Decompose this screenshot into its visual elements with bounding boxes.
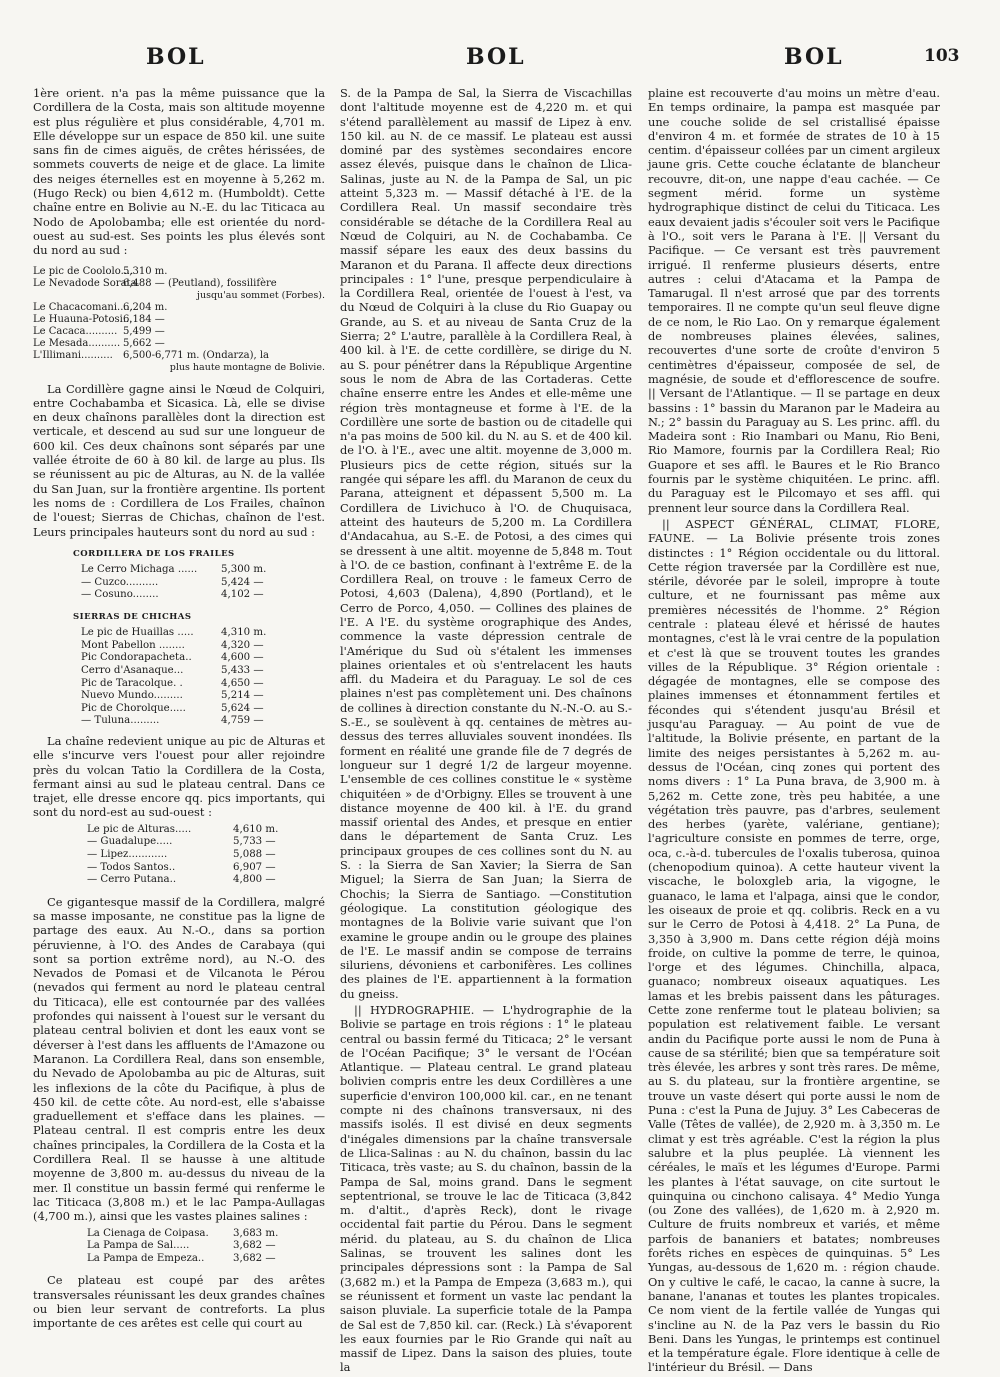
list-item: — Lipez............ 5,088 — bbox=[87, 848, 276, 860]
list-item: Pic de Chorolque..... 5,624 — bbox=[81, 702, 264, 714]
paragraph: Ce plateau est coupé par des arêtes transversales réunissant les deux grandes chaînes ou bien leur servant de contreforts. La plus importante de ces arêtes est celle qui court au bbox=[33, 1273, 325, 1331]
section-title-chichas: SIERRAS DE CHICHAS bbox=[73, 611, 192, 622]
list-item: Cerro d'Asanaque... 5,433 — bbox=[81, 664, 264, 676]
list-item: Pic de Taracolque. . 4,650 — bbox=[81, 677, 264, 689]
text-column-2 bbox=[340, 86, 632, 1377]
peaks-list-real bbox=[33, 266, 325, 374]
list-item: La Cienaga de Coipasa. 3,683 m. bbox=[87, 1227, 279, 1239]
list-item: L'Illimani.......... 6,500-6,771 m. (Ondarza), la bbox=[33, 349, 269, 361]
list-item: Le Chacacomani..... 6,204 m. bbox=[33, 301, 168, 313]
list-item: Le pic de Alturas..... 4,610 m. bbox=[87, 823, 279, 835]
list-item: Le pic de Coololo.... 5,310 m. bbox=[33, 265, 168, 277]
paragraph: || ASPECT GÉNÉRAL, CLIMAT, FLORE, FAUNE. — La Bolivie présente trois zones distinctes : 1° Région occidentale ou du littoral. Cette région traversée par la Cordillère est nue, stérile, dévorée par le soleil, impropre à toute culture, et ne fournissant pas même aux premières nécessités de l'homme. 2° Région centrale : plateau élevé et hérissé de hautes montagnes, c'est là le vrai centre de la population et c'est là que se trouvent toutes les grandes villes de la République. 3° Région orientale : dégagée de montagnes, elle se compose des plaines immenses et étonnamment fertiles et fécondes qui s'étendent jusqu'au Brésil et jusqu'au Paraguay. — Au point de vue de l'altitude, la Bolivie présente, en partant de la limite des neiges persistantes à 5,262 m. au-dessus de l'Océan, cinq zones qui portent des noms divers : 1° La Puna brava, de 3,900 m. à 5,262 m. Cette zone, très peu habitée, a une végétation très pauvre, pas d'arbres, seulement des herbes (yarète, valériane, gentiane); l'agriculture consiste en pommes de terre, orge, oca, c.-à-d. tubercules de l'oxalis tuberosa, quinoa (chenopodium quinoa). A cette hauteur vivent la viscache, le boloxgleb aria, la vigogne, le guanaco, le lama et l'alpaga, ainsi que le condor, les oiseaux de proie et qq. colibris. Reck en a vu sur le Cerro de Potosi à 4,418. 2° La Puna, de 3,350 à 3,900 m. Dans cette région déjà moins froide, on cultive la pomme de terre, le quinoa, l'orge et des légumes. Chinchilla, alpaca, guanaco; nombreux oiseaux aquatiques. Les lamas et les brebis paissent dans les pâturages. Cette zone renferme tout le plateau bolivien; sa population est relativement faible. Le versant andin du Pacifique porte aussi le nom de Puna à cause de sa stérilité; bien que sa température soit très élevée, les arbres y sont très rares. De même, au S. du plateau, sur la frontière argentine, se trouve un vaste désert qui porte aussi le nom de Puna : c'est la Puna de Jujuy. 3° Les Cabeceras de Valle (Têtes de vallée), de 2,920 m. à 3,350 m. Le climat y est très agréable. C'est la région la plus salubre et la plus peuplée. Là viennent les céréales, le maïs et les légumes d'Europe. Parmi les plantes à l'état sauvage, on cite surtout le quinquina ou cinchono calisaya. 4° Medio Yunga (ou Zone des vallées), de 1,620 m. à 2,920 m. Culture de fruits nombreux et variés, et même parfois de bananiers et batates; nombreuses forêts riches en espèces de quinquinas. 5° Les Yungas, au-dessous de 1,620 m. : région chaude. On y cultive le café, le cacao, la canne à sucre, la banane, l'ananas et toutes les plantes tropicales. Ce nom vient de la fertile vallée de Yungas qui s'incline au N. de la Paz vers le bassin du Rio Beni. Dans les Yungas, le printemps est continuel et la température égale. Flore identique à celle de l'intérieur du Brésil. — Dans bbox=[648, 516, 940, 1375]
list-item: Le Mesada.......... 5,662 — bbox=[33, 337, 165, 349]
list-item: Le Cerro Michaga ...... 5,300 m. bbox=[81, 564, 267, 576]
list-item: — Todos Santos.. 6,907 — bbox=[87, 861, 276, 873]
peaks-list-chichas bbox=[81, 627, 325, 728]
text-column-3 bbox=[648, 86, 940, 1377]
running-header-center: BOL bbox=[466, 44, 526, 70]
list-item: — Cuzco.......... 5,424 — bbox=[81, 576, 264, 588]
list-item: — Cosuno........ 4,102 — bbox=[81, 589, 264, 601]
list-item-note: plus haute montagne de Bolivie. bbox=[169, 361, 325, 373]
salines-list bbox=[87, 1228, 325, 1266]
list-item: Le Nevadode Sorata. 6,488 — (Peutland), fossilifère bbox=[33, 277, 277, 289]
list-item: Le Cacaca.......... 5,499 — bbox=[33, 325, 165, 337]
list-item: — Tuluna......... 4,759 — bbox=[81, 715, 264, 727]
list-item: Mont Pabellon ........ 4,320 — bbox=[81, 639, 264, 651]
running-header-left: BOL bbox=[146, 44, 206, 70]
paragraph: plaine est recouverte d'au moins un mètre d'eau. En temps ordinaire, la pampa est masquée par une couche solide de sel cristallisé épaisse d'environ 4 m. et formée de strates de 10 à 15 centim. d'épaisseur collées par un ciment argileux jaune gris. Cette couche éclatante de blancheur recouvre, dit-on, une nappe d'eau cachée. — Ce segment mérid. forme un système hydrographique distinct de celui du Titicaca. Les eaux devaient jadis s'écouler soit vers le Pacifique à l'O., soit vers le Parana à l'E. || Versant du Pacifique. — Ce versant est très pauvrement irrigué. Il renferme plusieurs déserts, entre autres : celui d'Atacama et la Pampa de Tamarugal. Il n'est arrosé que par des torrents temporaires. Il ne compte qu'un seul fleuve digne de ce nom, le Rio Lao. On y remarque également de nombreuses plaines élevées, salines, recouvertes d'une sorte de croûte d'environ 5 centimètres d'épaisseur, composée de sel, de magnésie, de soude et d'efflorescence de soufre. || Versant de l'Atlantique. — Il se partage en deux bassins : 1° bassin du Maranon par le Madeira au N.; 2° bassin du Paraguay au S. Les princ. affl. du Madeira sont : Rio Inambari ou Manu, Rio Beni, Rio Mamore, fournis par la Cordillera Real; Rio Guapore et ses affl. le Baures et le Rio Branco fournis par le système chiquitéen. Le princ. affl. du Paraguay est le Pilcomayo et ses affl. qui prennent leur source dans la Cordillera Real. bbox=[648, 86, 940, 515]
paragraph: La Cordillère gagne ainsi le Nœud de Colquiri, entre Cochabamba et Sicasica. Là, elle se divise en deux chaînons parallèles dont la direction est verticale, et descend au sud sur une longueur de 600 kil. Ces deux chaînons sont séparés par une vallée étroite de 60 à 80 kil. de large au plus. Ils se réunissent au pic de Alturas, au N. de la vallée du San Juan, sur la frontière argentine. Ils portent les noms de : Cordillera de Los Frailes, chaînon de l'ouest; Sierras de Chichas, chaînon de l'est. Leurs principales hauteurs sont du nord au sud : bbox=[33, 381, 325, 539]
text-column-1 bbox=[33, 86, 325, 1333]
list-item: Le Huauna-Potosi... 6,184 — bbox=[33, 313, 165, 325]
list-item: Nuevo Mundo......... 5,214 — bbox=[81, 690, 264, 702]
peaks-list-frailes bbox=[81, 564, 325, 602]
peaks-list-alturas bbox=[87, 824, 325, 887]
list-item: Le pic de Huaillas ..... 4,310 m. bbox=[81, 627, 267, 639]
list-item: — Cerro Putana.. 4,800 — bbox=[87, 874, 276, 886]
paragraph: 1ère orient. n'a pas la même puissance que la Cordillera de la Costa, mais son altitude moyenne est plus régulière et plus considérable, 4,701 m. Elle développe sur un espace de 850 kil. une suite sans fin de cimes aiguës, de crêtes hérissées, de sommets couverts de neige et de glace. La limite des neiges éternelles est en moyenne à 5,262 m. (Hugo Reck) ou bien 4,612 m. (Humboldt). Cette chaîne entre en Bolivie au N.-E. du lac Titicaca au Nodo de Apolobamba; elle est orientée du nord-ouest au sud-est. Ses points les plus élevés sont du nord au sud : bbox=[33, 86, 325, 258]
running-header-right: BOL bbox=[784, 44, 844, 70]
list-item: La Pampa de Empeza.. 3,682 — bbox=[87, 1252, 276, 1264]
paragraph: Ce gigantesque massif de la Cordillera, malgré sa masse imposante, ne constitue pas la ligne de partage des eaux. Au N.-O., dans sa portion péruvienne, à l'O. des Andes de Carabaya (qui sont sa portion extrême nord), au N.-O. des Nevados de Pomasi et de Vilcanota le Pérou (nevados qui ferment au nord le plateau central du Titicaca), elle est contournée par des vallées profondes qui naissent à l'ouest sur le versant du plateau central bolivien et dont les eaux vont se déverser à l'est dans les affluents de l'Amazone ou Maranon. La Cordillera Real, dans son ensemble, du Nevado de Apolobamba au pic de Alturas, suit les inflexions de la côte du Pacifique, à plus de 450 kil. de cette côte. Au nord-est, elle s'abaisse graduellement et s'efface dans les plaines. — Plateau central. Il est compris entre les deux chaînes principales, la Cordillera de la Costa et la Cordillera Real. Il se hausse à une altitude moyenne de 3,800 m. au-dessus du niveau de la mer. Il constitue un bassin fermé qui renferme le lac Titicaca (3,808 m.) et le lac Pampa-Aullagas (4,700 m.), ainsi que les vastes plaines salines : bbox=[33, 894, 325, 1224]
list-item: — Guadalupe..... 5,733 — bbox=[87, 836, 276, 848]
list-item: Pic Condorapacheta.. 4,600 — bbox=[81, 652, 264, 664]
page-number: 103 bbox=[924, 46, 960, 66]
section-title-frailes: CORDILLERA DE LOS FRAILES bbox=[73, 548, 235, 559]
paragraph: S. de la Pampa de Sal, la Sierra de Viscachillas dont l'altitude moyenne est de 4,220 m. et qui s'étend parallèlement au massif de Lipez à env. 150 kil. au N. de ce massif. Le plateau est aussi dominé par des systèmes secondaires encore assez élevés, puisque dans le chaînon de Llica-Salinas, juste au N. de la Pampa de Sal, un pic atteint 5,323 m. — Massif détaché à l'E. de la Cordillera Real. Un massif secondaire très considérable se détache de la Cordillera Real au Nœud de Colquiri, au N. de Cochabamba. Ce massif sépare les eaux des deux bassins du Maranon et du Parana. Il affecte deux directions principales : 1° l'une, presque perpendiculaire à la Cordillera Real, orientée de l'ouest à l'est, va du Nœud de Colquiri à la cluse du Rio Guapay ou Grande, au S. et au niveau de Santa Cruz de la Sierra; 2° L'autre, parallèle à la Cordillera Real, à 400 kil. à l'E. de cette cordillère, se dirige du N. au S. pour pénétrer dans la République Argentine sous le nom de Abra de las Cortaderas. Cette chaîne enserre entre les Andes et elle-même une région très montagneuse et forme à l'E. de la Cordillère une sorte de bastion ou de citadelle qui n'a pas moins de 500 kil. du N. au S. et de 400 kil. de l'O. à l'E., avec une altit. moyenne de 3,000 m. Plusieurs pics de cette région, situés sur la rangée qui sépare les affl. du Maranon de ceux du Parana, atteignent et dépassent 5,500 m. La Cordillera de Livichuco à l'O. de Chuquisaca, atteint des hauteurs de 5,200 m. La Cordillera d'Andacahua, au S.-E. de Potosi, a des cimes qui se dressent à une altit. moyenne de 5,848 m. Tout à l'O. de ce bastion, confinant à l'extrême E. de la Cordillera Real, on trouve : le fameux Cerro de Potosi, 4,603 (Dalena), 4,890 (Portland), et le Cerro de Porco, 4,050. — Collines des plaines de l'E. A l'E. du système orographique des Andes, commence la vaste dépression centrale de l'Amérique du Sud où s'étalent les immenses plaines orientales et où s'entrelacent les hauts affl. du Madeira et du Paraguay. Le sol de ces plaines n'est pas complètement uni. Des chaînons de collines à direction constante du N.-N.-O. au S.-S.-E., se soulèvent à qq. centaines de mètres au-dessus des terres alluviales souvent inondées. Ils forment en réalité une grande file de 7 degrés de longueur sur 1 degré 1/2 de largeur moyenne. L'ensemble de ces collines constitue le « système chiquitéen » de d'Orbigny. Elles se trouvent à une distance moyenne de 400 kil. à l'E. du grand massif oriental des Andes, et presque en entier dans le département de Santa Cruz. Les principaux groupes de ces collines sont du N. au S. : la Sierra de San Xavier; la Sierra de San Miguel; la Sierra de San Juan; la Sierra de Chochis; la Sierra de Santiago. —Constitution géologique. La constitution géologique des montagnes de la Bolivie varie suivant que l'on examine le groupe andin ou le groupe des plaines de l'E. Le massif andin se compose de terrains siluriens, dévoniens et carbonifères. Les collines des plaines de l'E. appartiennent à la formation du gneiss. bbox=[340, 86, 632, 1001]
paragraph: La chaîne redevient unique au pic de Alturas et elle s'incurve vers l'ouest pour aller rejoindre près du volcan Tatio la Cordillera de la Costa, fermant ainsi au sud le plateau central. Dans ce trajet, elle dresse encore qq. pics importants, qui sont du nord-est au sud-ouest : bbox=[33, 733, 325, 820]
paragraph: || HYDROGRAPHIE. — L'hydrographie de la Bolivie se partage en trois régions : 1° le plateau central ou bassin fermé du Titicaca; 2° le versant de l'Océan Pacifique; 3° le versant de l'Océan Atlantique. — Plateau central. Le grand plateau bolivien compris entre les deux Cordillères a une superficie d'environ 100,000 kil. car., en ne tenant compte ni des chaînons transversaux, ni des massifs isolés. Il est divisé en deux segments d'inégales dimensions par la chaîne transversale de Llica-Salinas : au N. du chaînon, bassin du lac Titicaca, très vaste; au S. du chaînon, bassin de la Pampa de Sal, moins grand. Dans le segment septentrional, se trouve le lac de Titicaca (3,842 m. d'altit., d'après Reck), dont le rivage occidental fait partie du Pérou. Dans le segment mérid. du plateau, au S. du chaînon de Llica Salinas, se trouvent les salines dont les principales dépressions sont : la Pampa de Sal (3,682 m.) et la Pampa de Empeza (3,683 m.), qui se réunissent et forment un vaste lac pendant la saison pluviale. La superficie totale de la Pampa de Sal est de 7,850 kil. car. (Reck.) Là s'évaporent les eaux fournies par le Rio Grande qui naît au massif de Lipez. Dans la saison des pluies, toute la bbox=[340, 1003, 632, 1375]
list-item: La Pampa de Sal..... 3,682 — bbox=[87, 1240, 276, 1252]
list-item-note: jusqu'au sommet (Forbes). bbox=[197, 289, 325, 301]
